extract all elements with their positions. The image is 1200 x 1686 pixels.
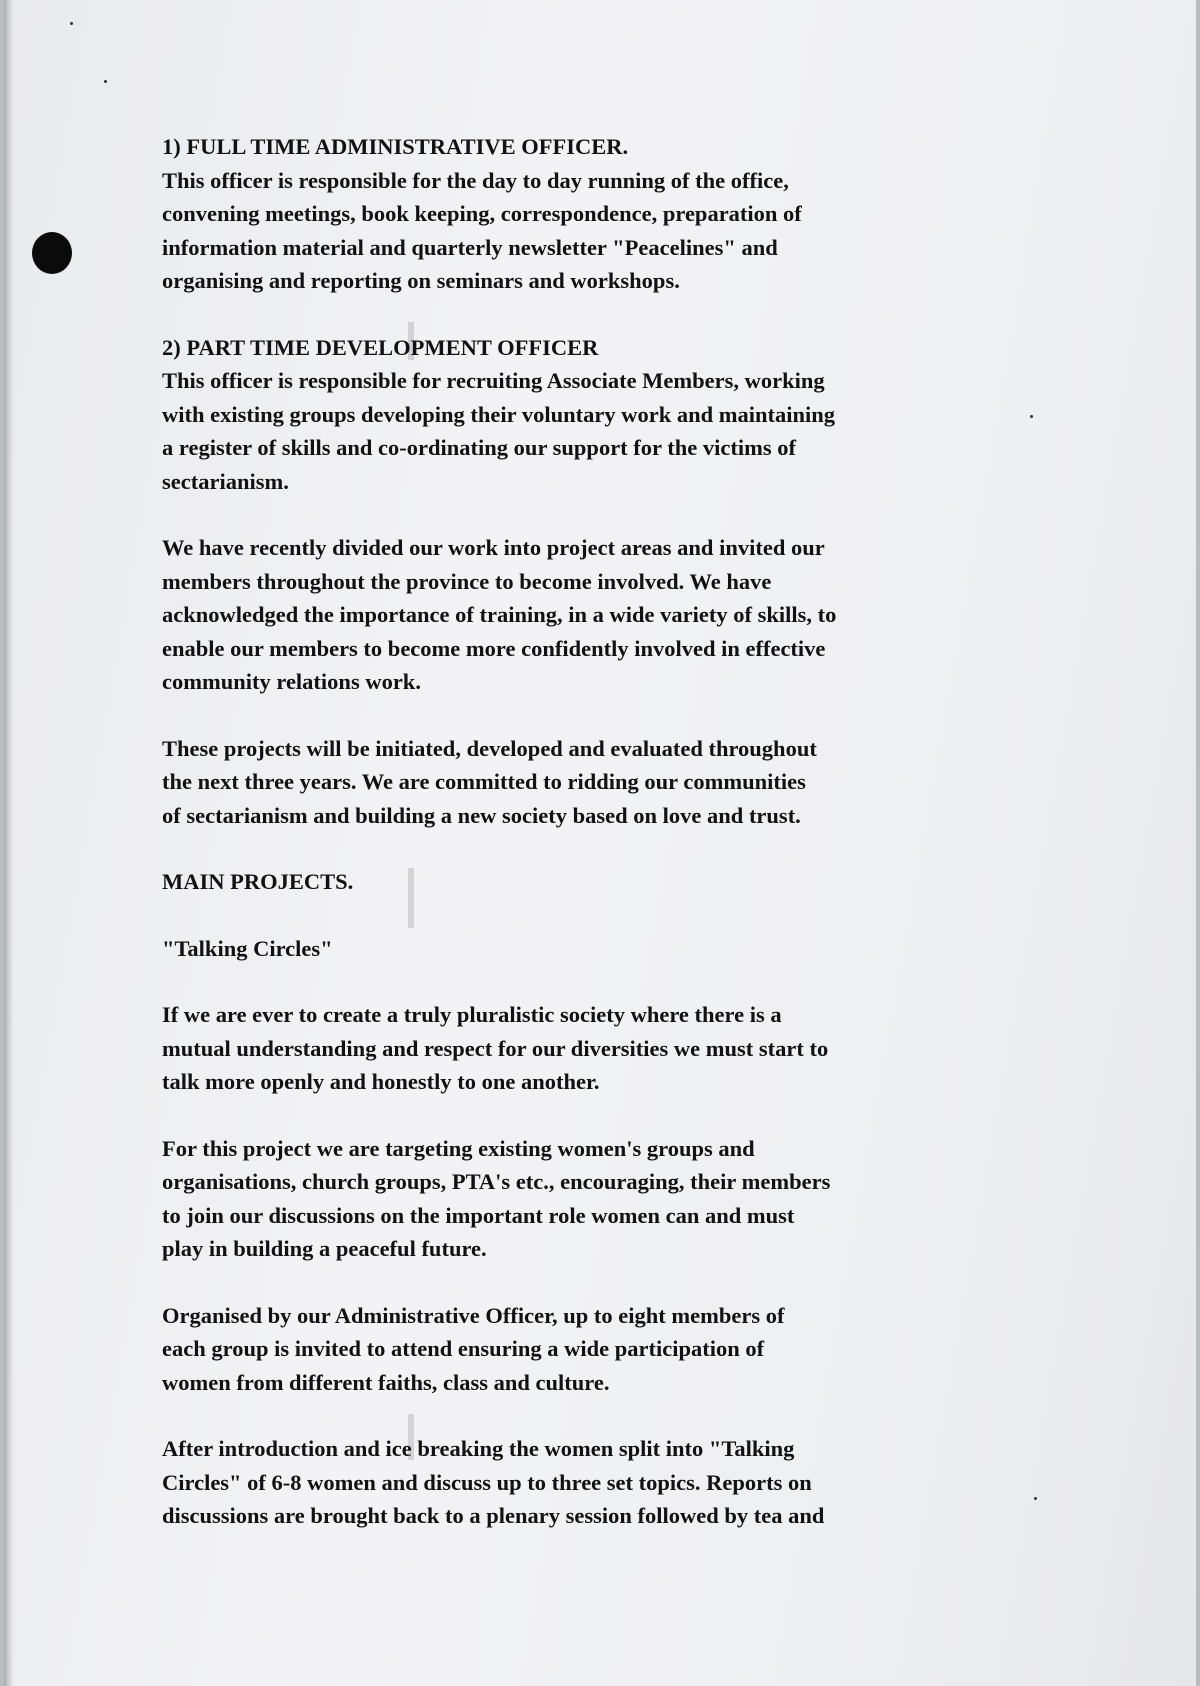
document-body bbox=[162, 130, 1062, 1533]
paragraph-pluralistic-society: If we are ever to create a truly pluralistic society where there is a mutual understanding and respect for our diversities we must start to talk more openly and honestly to one another. bbox=[162, 1002, 829, 1094]
section-heading-development-officer: 2) PART TIME DEVELOPMENT OFFICER bbox=[162, 334, 599, 360]
page-left-edge bbox=[4, 0, 14, 1686]
document-page bbox=[4, 0, 1196, 1686]
paragraph-project-areas: We have recently divided our work into project areas and invited our members throughout the province to become involved. We have acknowledged the importance of training, in a wide variety of skills, to enable our members to become more confidently involved in effective community relations work. bbox=[162, 535, 837, 694]
scan-speck bbox=[104, 80, 107, 83]
scan-speck bbox=[70, 22, 73, 25]
section-body-development-officer: This officer is responsible for recruiting Associate Members, working with existing groups developing their voluntary work and maintaining a register of skills and co-ordinating our support for the victims of sectarianism. bbox=[162, 368, 836, 494]
section-heading-admin-officer: 1) FULL TIME ADMINISTRATIVE OFFICER. bbox=[162, 134, 629, 159]
paragraph-organised-by: Organised by our Administrative Officer, up to eight members of each group is invited to attend ensuring a wide participation of women from different faiths, class and culture. bbox=[162, 1302, 785, 1395]
paragraph-after-introduction: After introduction and ice breaking the women split into "Talking Circles" of 6-8 women and discuss up to three set topics. Reports on discussions are brought back to a plenary session followed by tea and bbox=[162, 1436, 825, 1528]
paragraph-projects-timeline: These projects will be initiated, developed and evaluated throughout the next three years. We are committed to ridding our communities of sectarianism and building a new society based on love and trust. bbox=[162, 735, 817, 828]
section-body-admin-officer: This officer is responsible for the day to day running of the office, convening meetings, book keeping, correspondence, preparation of information material and quarterly newsletter "Peacelines" and organising and reporting on seminars and workshops. bbox=[162, 167, 802, 293]
paragraph-targeting-groups: For this project we are targeting existing women's groups and organisations, church groups, PTA's etc., encouraging, their members to join our discussions on the important role women can and must play in building a peaceful future. bbox=[162, 1135, 831, 1261]
talking-circles-heading: "Talking Circles" bbox=[162, 935, 333, 961]
punch-hole bbox=[32, 232, 72, 274]
main-projects-heading: MAIN PROJECTS. bbox=[162, 869, 354, 894]
